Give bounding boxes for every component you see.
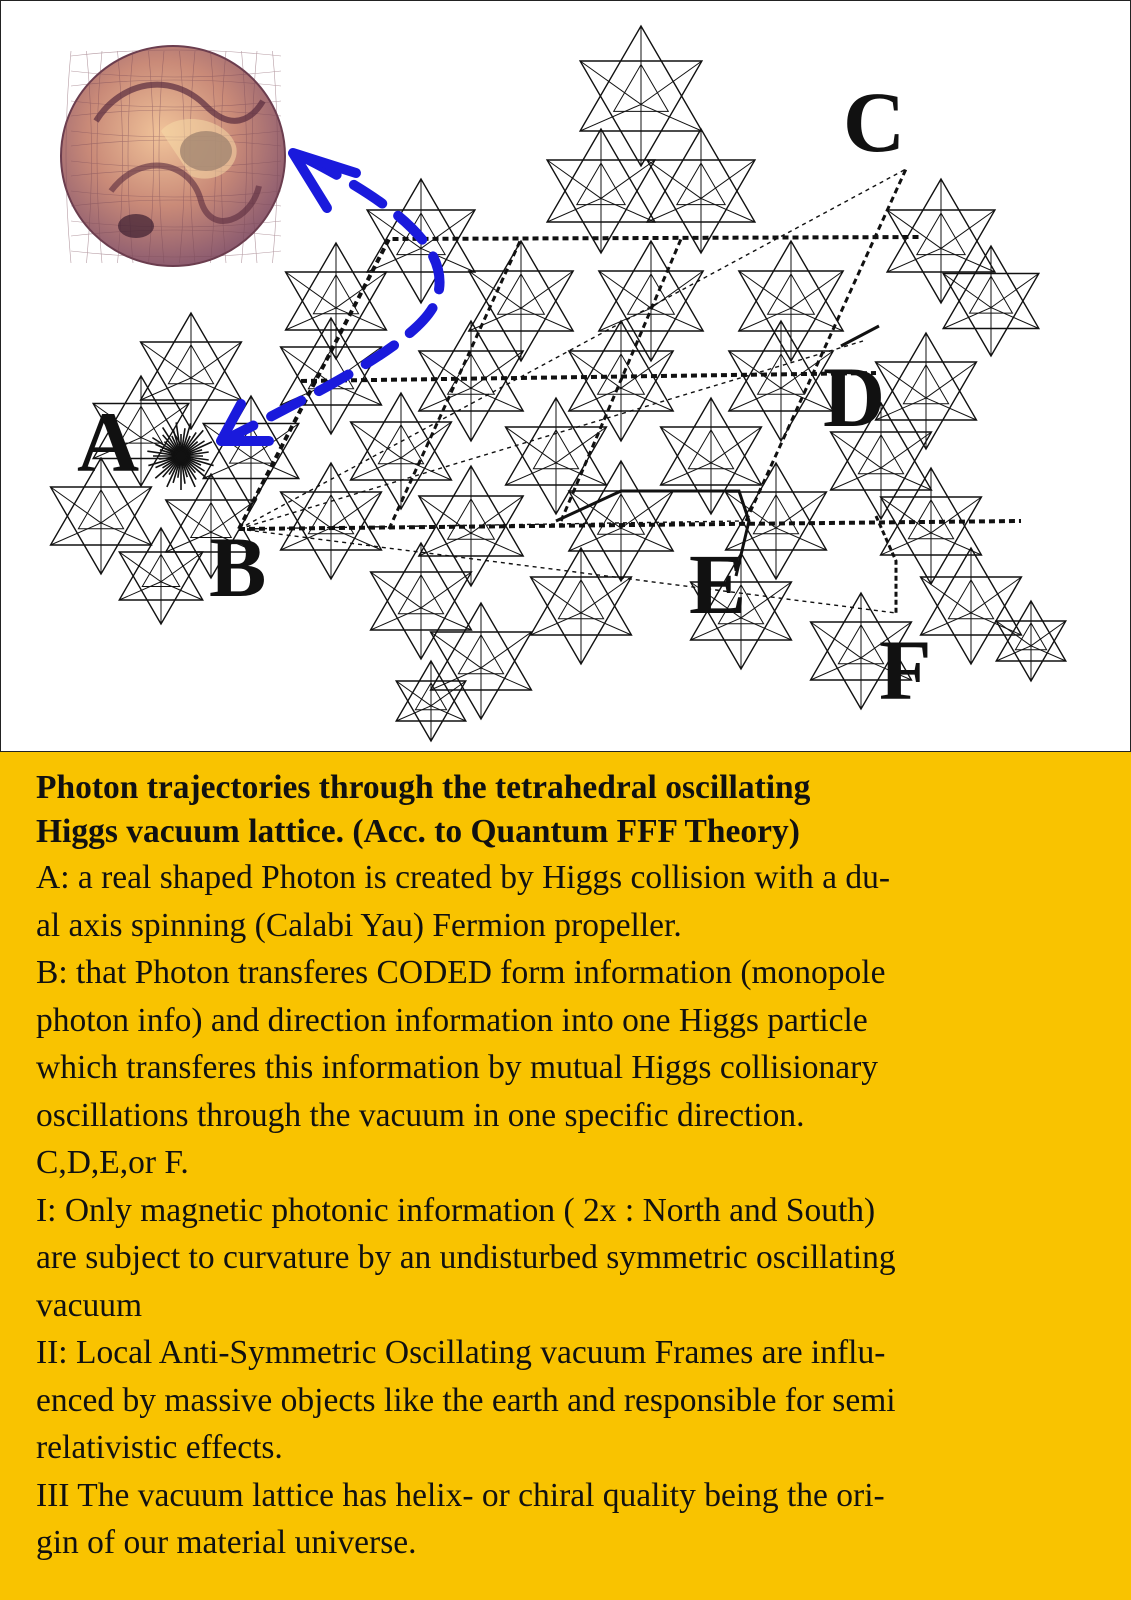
caption-line: which transferes this information by mutual Higgs collisionary (36, 1049, 878, 1086)
tetrahedron-star (943, 246, 1039, 356)
tetrahedron-star (921, 548, 1022, 664)
label-e: E (689, 536, 747, 632)
caption-line: oscillations through the vacuum in one specific direction. (36, 1096, 805, 1134)
caption-line: A: a real shaped Photon is created by Higgs collision with a du- (36, 859, 891, 896)
caption-line: I: Only magnetic photonic information ( 2x : North and South) (36, 1191, 876, 1229)
label-c: C (843, 74, 906, 170)
label-b: B (209, 519, 267, 615)
tetrahedron-star (396, 661, 466, 741)
trajectory-f-solid (876, 516, 896, 613)
caption-paragraph-iii (36, 1472, 1103, 1567)
tetrahedron-star (431, 603, 532, 719)
caption-paragraph-ii (36, 1329, 1103, 1472)
caption-paragraph-b (36, 949, 1103, 1187)
tetrahedron-star (580, 26, 702, 166)
tetrahedron-star (996, 601, 1066, 681)
caption-title-line: Higgs vacuum lattice. (Acc. to Quantum FFF Theory) (36, 813, 800, 850)
photon-starburst-icon (147, 422, 213, 490)
label-f: F (879, 622, 932, 718)
caption-line: II: Local Anti-Symmetric Oscillating vacuum Frames are influ- (36, 1334, 886, 1371)
caption-title (36, 766, 1103, 854)
caption-line: relativistic effects. (36, 1429, 283, 1466)
tetrahedron-star (547, 129, 655, 253)
tetrahedron-star (881, 468, 982, 584)
caption-line: enced by massive objects like the earth and responsible for semi (36, 1381, 896, 1419)
caption-line: B: that Photon transferes CODED form information (monopole (36, 954, 886, 991)
caption-line: al axis spinning (Calabi Yau) Fermion propeller. (36, 906, 682, 944)
tetrahedron-star (531, 548, 632, 664)
tetrahedron-star (569, 461, 673, 581)
arrowhead-top-icon (293, 153, 356, 208)
calabi-yau-manifold-icon (61, 46, 285, 266)
arrowhead-bottom-icon (221, 404, 269, 441)
trajectory-b-d (239, 341, 863, 529)
label-a: A (77, 394, 140, 490)
lattice-figure (0, 0, 1131, 752)
caption-title-line: Photon trajectories through the tetrahedral oscillating (36, 769, 811, 806)
caption-line: photon info) and direction information into one Higgs particle (36, 1001, 868, 1039)
caption-line: C,D,E,or F. (36, 1144, 189, 1181)
caption-line: gin of our material universe. (36, 1524, 417, 1561)
tetrahedron-star (141, 313, 242, 429)
tetrahedron-star (887, 179, 995, 303)
tetrahedron-star (599, 241, 703, 361)
label-d: D (823, 349, 886, 445)
caption-line: vacuum (36, 1286, 143, 1324)
trajectory-d-solid (841, 326, 879, 346)
tetrahedron-star (661, 398, 762, 514)
caption-paragraph-a (36, 854, 1103, 949)
lattice-diagram (1, 1, 1131, 752)
caption-line: are subject to curvature by an undisturbed symmetric oscillating (36, 1239, 896, 1276)
tetrahedron-star (647, 129, 755, 253)
caption-paragraph-i (36, 1187, 1103, 1330)
caption-line: III The vacuum lattice has helix- or chiral quality being the ori- (36, 1476, 885, 1514)
tetrahedron-star (729, 321, 833, 441)
caption-panel (0, 752, 1131, 1600)
trajectory-b-c (239, 169, 906, 529)
